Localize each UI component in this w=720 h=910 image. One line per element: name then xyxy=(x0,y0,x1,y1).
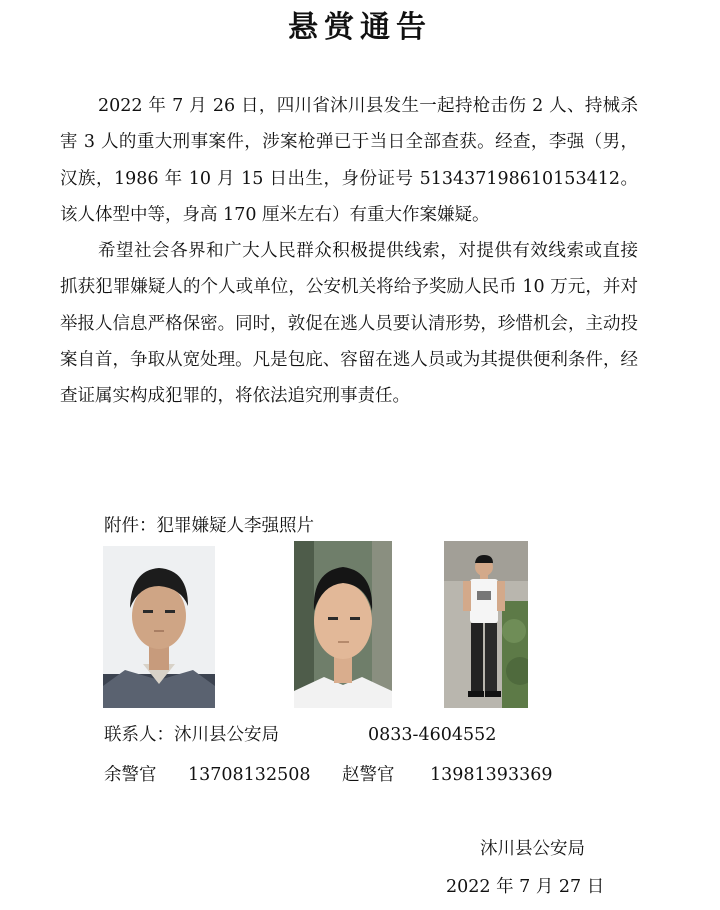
signature-date: 2022 年 7 月 27 日 xyxy=(446,877,605,897)
officer-1-name: 余警官 xyxy=(104,765,157,785)
notice-title: 悬赏通告 xyxy=(288,10,432,45)
notice-body xyxy=(60,88,638,415)
signature-org: 沐川县公安局 xyxy=(480,839,585,859)
suspect-photo-1 xyxy=(103,546,215,708)
suspect-photo-2 xyxy=(294,541,392,708)
contact-main-phone: 0833-4604552 xyxy=(368,725,497,745)
officer-2-name: 赵警官 xyxy=(342,765,395,785)
contact-line-main xyxy=(104,722,497,748)
contact-label: 联系人：沐川县公安局 xyxy=(104,725,279,745)
suspect-photo-3 xyxy=(444,541,528,708)
attachment-label: 附件：犯罪嫌疑人李强照片 xyxy=(104,516,314,536)
paragraph-reward-appeal: 希望社会各界和广大人民群众积极提供线索，对提供有效线索或直接抓获犯罪嫌疑人的个人或单位，公安机关将给予奖励人民币 10 万元，并对举报人信息严格保密。同时，敦促在逃人员要认清形势，珍惜机会，主动投案自首，争取从宽处理。凡是包庇、容留在逃人员或为其提供便利条件，经查证属实构成犯罪的，将依法追究刑事责任。 xyxy=(60,241,638,407)
paragraph-case-summary: 2022 年 7 月 26 日，四川省沐川县发生一起持枪击伤 2 人、持械杀害 3 人的重大刑事案件，涉案枪弹已于当日全部查获。经查，李强（男，汉族，1986 年 10 月 15 日出生，身份证号 513437198610153412。该人体型中等，身高 170 厘米左右）有重大作案嫌疑。 xyxy=(60,96,638,225)
officer-1-phone: 13708132508 xyxy=(188,765,311,785)
officer-2-phone: 13981393369 xyxy=(430,765,553,785)
contact-line-officers xyxy=(104,762,574,788)
